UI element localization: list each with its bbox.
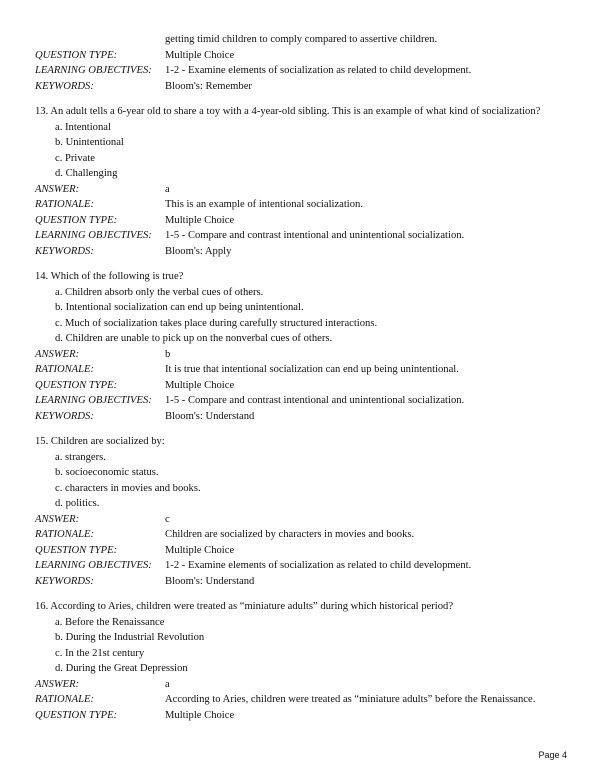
option-d: d. Children are unable to pick up on the nonverbal cues of others. [55, 333, 333, 344]
keywords-label: KEYWORDS: [35, 575, 94, 587]
question-stem: 15. Children are socialized by: [35, 436, 165, 447]
learning-objectives-label: LEARNING OBJECTIVES: [35, 560, 152, 571]
option-a: a. strangers. [55, 451, 106, 463]
answer-value: b [165, 348, 171, 360]
option-c: c. Much of socialization takes place during carefully structured interactions. [55, 317, 378, 329]
answer-row [35, 677, 575, 693]
question-15 [35, 434, 575, 589]
rationale-row [35, 362, 575, 378]
option-c: c. characters in movies and books. [55, 482, 201, 494]
answer-label: ANSWER: [35, 183, 80, 195]
option-d: d. politics. [55, 498, 100, 509]
learning-objectives-value: 1-5 - Compare and contrast intentional and unintentional socialization. [165, 230, 465, 241]
rationale-row [35, 692, 575, 708]
rationale-label: RATIONALE: [35, 529, 95, 540]
page-number: Page 4 [538, 750, 567, 760]
keywords-value: Bloom's: Apply [165, 245, 232, 257]
question-type-label: QUESTION TYPE: [35, 379, 118, 391]
question-type-row [35, 708, 575, 724]
keywords-value: Bloom's: Remember [165, 80, 252, 92]
question-stem: 14. Which of the following is true? [35, 271, 184, 282]
question-type-label: QUESTION TYPE: [35, 709, 118, 721]
learning-objectives-label: LEARNING OBJECTIVES: [35, 230, 152, 241]
question-type-label: QUESTION TYPE: [35, 544, 118, 556]
question-type-value: Multiple Choice [165, 379, 235, 391]
learning-objectives-value: 1-2 - Examine elements of socialization as related to child development. [165, 65, 472, 76]
carryover-block [35, 32, 575, 94]
learning-objectives-value: 1-2 - Examine elements of socialization as related to child development. [165, 560, 472, 571]
keywords-value: Bloom's: Understand [165, 410, 255, 422]
question-type-value: Multiple Choice [165, 214, 235, 226]
learning-objectives-row [35, 63, 575, 79]
question-13 [35, 104, 575, 259]
question-type-value: Multiple Choice [165, 709, 235, 721]
question-type-label: QUESTION TYPE: [35, 214, 118, 226]
learning-objectives-label: LEARNING OBJECTIVES: [35, 65, 152, 76]
learning-objectives-row [35, 558, 575, 574]
option-b: b. During the Industrial Revolution [55, 632, 205, 643]
question-type-row [35, 543, 575, 559]
keywords-label: KEYWORDS: [35, 410, 94, 422]
answer-label: ANSWER: [35, 513, 80, 525]
option-b: b. Unintentional [55, 137, 124, 148]
keywords-row [35, 244, 575, 260]
rationale-label: RATIONALE: [35, 364, 95, 375]
learning-objectives-value: 1-5 - Compare and contrast intentional and unintentional socialization. [165, 395, 465, 406]
option-a: a. Intentional [55, 121, 111, 133]
option-a: a. Children absorb only the verbal cues of others. [55, 286, 264, 298]
document-page [35, 32, 575, 723]
option-b: b. Intentional socialization can end up being unintentional. [55, 302, 304, 313]
answer-label: ANSWER: [35, 678, 80, 690]
answer-row [35, 347, 575, 363]
answer-row [35, 182, 575, 198]
carryover-text: getting timid children to comply compared to assertive children. [165, 34, 438, 45]
question-stem: 13. An adult tells a 6-year old to share a toy with a 4-year-old sibling. This is an example of what kind of socialization? [35, 106, 541, 117]
option-a: a. Before the Renaissance [55, 616, 165, 628]
question-type-value: Multiple Choice [165, 49, 235, 61]
rationale-value: According to Aries, children were treated as “miniature adults” before the Renaissance. [165, 694, 536, 705]
question-14 [35, 269, 575, 424]
question-type-row [35, 213, 575, 229]
rationale-row [35, 197, 575, 213]
option-c: c. In the 21st century [55, 647, 145, 659]
rationale-value: Children are socialized by characters in movies and books. [165, 529, 415, 540]
rationale-value: It is true that intentional socialization can end up being unintentional. [165, 364, 459, 375]
question-16 [35, 599, 575, 723]
rationale-label: RATIONALE: [35, 199, 95, 210]
option-b: b. socioeconomic status. [55, 467, 159, 478]
rationale-row [35, 527, 575, 543]
answer-value: a [165, 678, 170, 690]
option-c: c. Private [55, 152, 96, 164]
keywords-label: KEYWORDS: [35, 80, 94, 92]
keywords-label: KEYWORDS: [35, 245, 94, 257]
answer-value: a [165, 183, 170, 195]
rationale-label: RATIONALE: [35, 694, 95, 705]
learning-objectives-label: LEARNING OBJECTIVES: [35, 395, 152, 406]
keywords-row [35, 574, 575, 590]
question-stem: 16. According to Aries, children were treated as “miniature adults” during which historical period? [35, 601, 454, 612]
option-d: d. Challenging [55, 168, 118, 179]
rationale-value: This is an example of intentional socialization. [165, 199, 363, 210]
learning-objectives-row [35, 393, 575, 409]
keywords-value: Bloom's: Understand [165, 575, 255, 587]
question-type-row [35, 378, 575, 394]
question-type-label: QUESTION TYPE: [35, 49, 118, 61]
question-type-row [35, 48, 575, 64]
answer-value: c [165, 513, 170, 525]
carryover-line [35, 32, 575, 48]
question-type-value: Multiple Choice [165, 544, 235, 556]
answer-row [35, 512, 575, 528]
keywords-row [35, 79, 575, 95]
answer-label: ANSWER: [35, 348, 80, 360]
learning-objectives-row [35, 228, 575, 244]
option-d: d. During the Great Depression [55, 663, 188, 674]
keywords-row [35, 409, 575, 425]
